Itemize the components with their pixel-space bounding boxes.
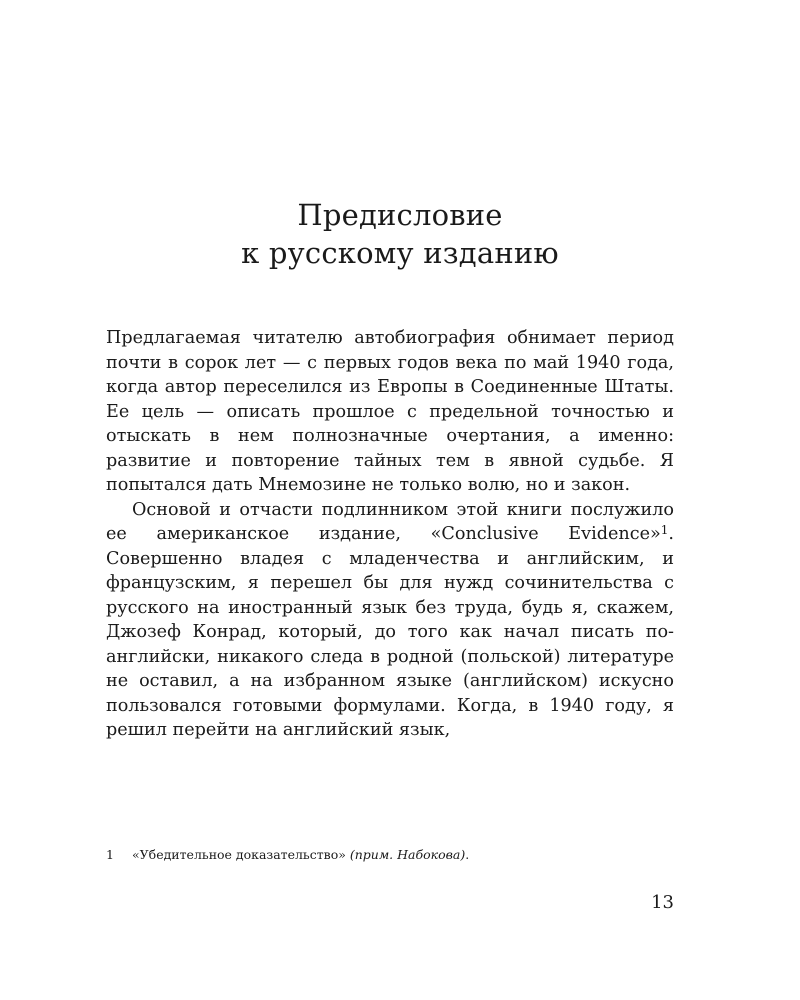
chapter-title-line-2: к русскому изданию bbox=[241, 236, 559, 270]
paragraph-2-rest: . Совершенно владея с младенчества и английским, и французским, я перешел бы для нужд сочинительства с русского на иностранный язык без труда, будь я, скажем, Джозеф Конрад, который, до того как начал писать по-английски, никакого следа в родной (польской) литературе не оставил, а на избранном языке (английском) искусно пользовался готовыми формулами. Когда, в 1940 году, я решил перейти на английский язык, bbox=[106, 524, 674, 740]
chapter-title-line-1: Предисловие bbox=[297, 198, 503, 232]
footnote-text: «Убедительное доказательство» bbox=[132, 847, 350, 862]
footnote-reference: 1 bbox=[660, 523, 669, 537]
footnote-note: (прим. Набокова) bbox=[349, 847, 466, 862]
body-text bbox=[106, 326, 674, 743]
footnote bbox=[106, 846, 674, 864]
footnote-number: 1 bbox=[106, 847, 114, 862]
paragraph-2-start: Основой и отчасти подлинником этой книги послужило ее американское издание, «Conclusive Evidence» bbox=[106, 499, 674, 544]
paragraph-2 bbox=[106, 498, 674, 743]
footnote-end: . bbox=[465, 847, 470, 862]
chapter-title bbox=[0, 196, 800, 272]
footnote-body bbox=[132, 846, 469, 864]
paragraph-1: Предлагаемая читателю автобиография обнимает период почти в сорок лет — с первых годов века по май 1940 года, когда автор переселился из Европы в Соединенные Штаты. Ее цель — описать прошлое с предельной точностью и отыскать в нем полнозначные очертания, а именно: развитие и повторение тайных тем в явной судьбе. Я попытался дать Мнемозине не только волю, но и закон. bbox=[106, 328, 674, 495]
page-number: 13 bbox=[651, 892, 674, 913]
